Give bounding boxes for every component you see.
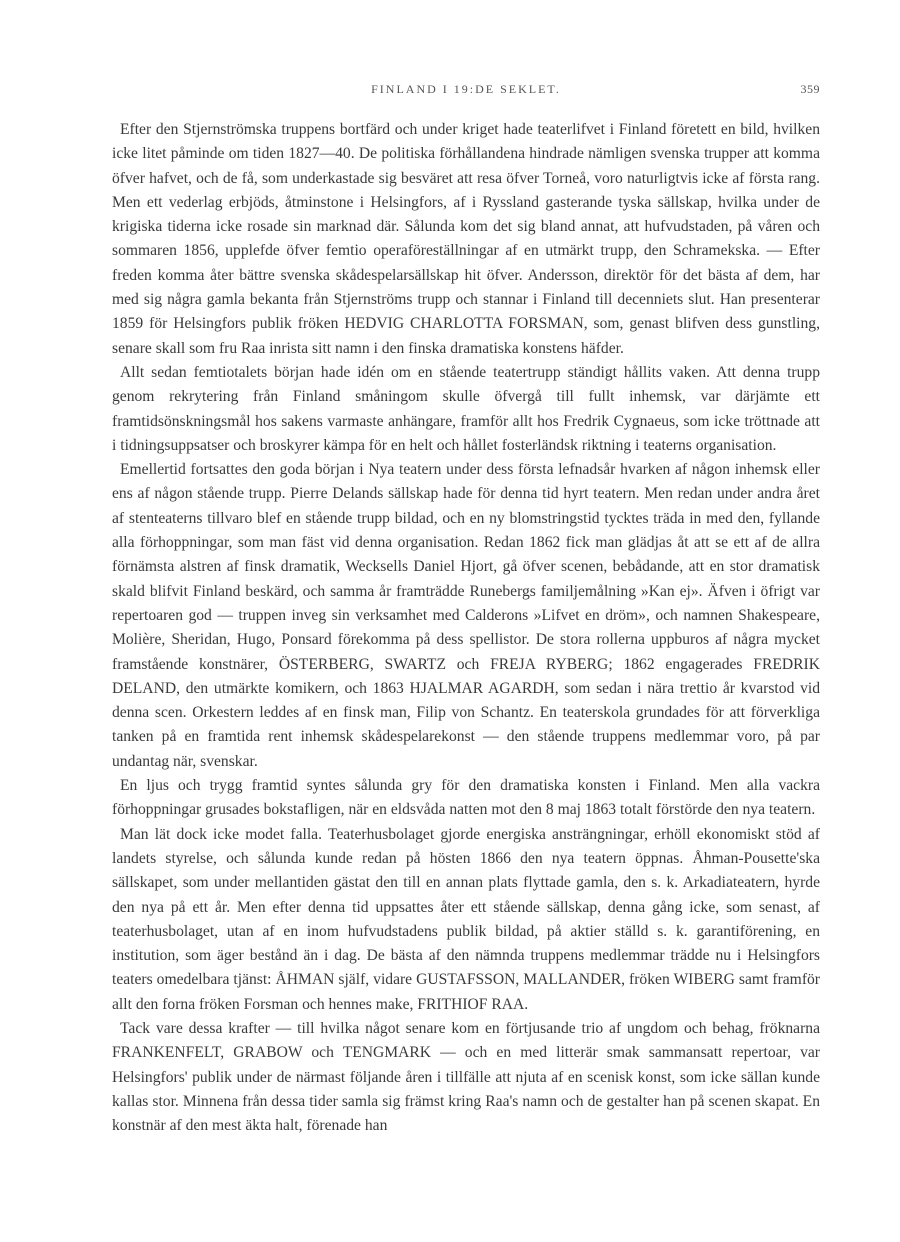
paragraph-1: Efter den Stjernströmska truppens bortfärd och under kriget hade teaterlifvet i Finland företett en bild, hvilken icke litet påminde om tiden 1827—40. De politiska förhållandena hindrade nämligen svenska trupper att komma öfver hafvet, och de få, som underkastade sig besväret att resa öfver Torneå, voro naturligtvis icke af första rang. Men ett vederlag erbjöds, åtminstone i Helsingfors, af i Ryssland gasterande tyska sällskap, hvilka under de krigiska tiderna icke rosade sin marknad där. Sålunda kom det sig bland annat, att hufvudstaden, på våren och sommaren 1856, upplefde öfver femtio operaföreställningar af en utmärkt trupp, den Schramekska. — Efter freden komma åter bättre svenska skådespelarsällskap hit öfver. Andersson, direktör för det bästa af dem, har med sig några gamla bekanta från Stjernströms trupp och stannar i Finland till decenniets slut. Han presenterar 1859 för Helsingfors publik fröken HEDVIG CHARLOTTA FORSMAN, som, genast blifven dess gunstling, senare skall som fru Raa inrista sitt namn i den finska dramatiska konstens häfder. (112, 121, 820, 357)
body-text (112, 118, 820, 1138)
paragraph-6: Tack vare dessa krafter — till hvilka något senare kom en förtjusande trio af ungdom och behag, fröknarna FRANKENFELT, GRABOW och TENGMARK — och en med litterär smak sammansatt repertoar, var Helsingfors' publik under de närmast följande åren i tillfälle att njuta af en scenisk konst, som icke sällan kunde kallas stor. Minnena från dessa tider samla sig främst kring Raa's namn och de gestalter han på scenen skapat. En konstnär af den mest äkta halt, förenade han (112, 1019, 820, 1135)
running-title: FINLAND I 19:DE SEKLET. (371, 82, 561, 96)
paragraph-2: Allt sedan femtiotalets början hade idén om en stående teatertrupp ständigt hållits vaken. Att denna trupp genom rekrytering från Finland småningom skulle öfvergå till fullt inhemsk, var därjämte ett framtidsönskningsmål hos sakens varmaste anhängare, framför allt hos Fredrik Cygnaeus, som icke tröttnade att i tidningsuppsatser och broskyrer kämpa för en helt och hållet fosterländsk riktning i teaterns organisation. (112, 363, 820, 454)
paragraph-5: Man lät dock icke modet falla. Teaterhusbolaget gjorde energiska ansträngningar, erhöll ekonomiskt stöd af landets styrelse, och sålunda kunde redan på hösten 1866 den nya teatern öppnas. Åhman-Pousette'ska sällskapet, som under mellantiden gästat den till en annan plats flyttade gamla, den s. k. Arkadiateatern, hyrde den nya på ett år. Men efter denna tid uppsattes åter ett stående sällskap, denna gång icke, som senast, af teaterhusbolaget, utan af en inom hufvudstadens publik bildad, på aktier ställd s. k. garantiförening, en institution, som äger bestånd än i dag. De bästa af den nämnda truppens medlemmar trädde nu i Helsingfors teaters omedelbara tjänst: ÅHMAN själf, vidare GUSTAFSSON, MALLANDER, fröken WIBERG samt framför allt den forna fröken Forsman och hennes make, FRITHIOF RAA. (112, 825, 820, 1013)
paragraph-4: En ljus och trygg framtid syntes sålunda gry för den dramatiska konsten i Finland. Men alla vackra förhoppningar grusades bokstafligen, när en eldsvåda natten mot den 8 maj 1863 totalt förstörde den nya teatern. (112, 777, 820, 819)
paragraph-3: Emellertid fortsattes den goda början i Nya teatern under dess första lefnadsår hvarken af någon inhemsk eller ens af någon stående trupp. Pierre Delands sällskap hade för denna tid hyrt teatern. Men redan under andra året af stenteaterns tillvaro blef en stående trupp bildad, och en ny blomstringstid tycktes träda in med den, fyllande alla förhoppningar, som man fäst vid denna organisation. Redan 1862 fick man glädjas åt att se ett af de allra förnämsta alstren af finsk dramatik, Wecksells Daniel Hjort, gå öfver scenen, bebådande, att en stor dramatisk skald blifvit Finland beskärd, och samma år framträdde Runebergs familjemålning »Kan ej». Äfven i öfrigt var repertoaren god — truppen inveg sin verksamhet med Calderons »Lifvet en dröm», och namnen Shakespeare, Molière, Sheridan, Hugo, Ponsard förekomma på dess spellistor. De stora rollerna uppburos af några mycket framstående konstnärer, ÖSTERBERG, SWARTZ och FREJA RYBERG; 1862 engagerades FREDRIK DELAND, den utmärkte komikern, och 1863 HJALMAR AGARDH, som sedan i nära trettio år kvarstod vid denna scen. Orkestern leddes af en finsk man, Filip von Schantz. En teaterskola grundades för att förverkliga tanken på en framtida rent inhemsk skådespelarekonst — den stående truppens medlemmar voro, på par undantag när, svenskar. (112, 461, 820, 770)
page-number: 359 (800, 82, 820, 96)
running-header (112, 82, 820, 104)
book-page (112, 82, 820, 1138)
